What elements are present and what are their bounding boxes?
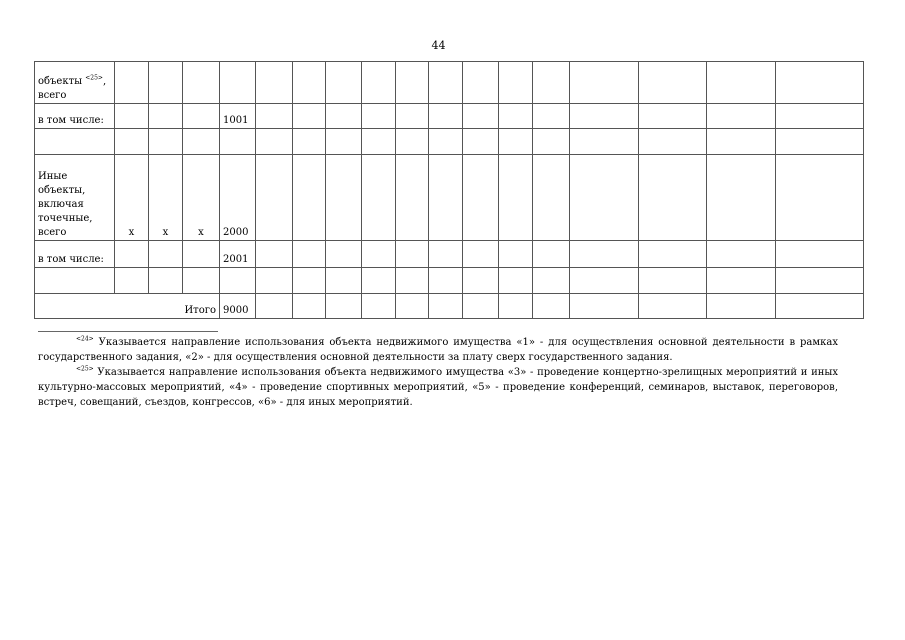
empty-cell bbox=[293, 155, 326, 241]
empty-cell bbox=[570, 104, 639, 129]
empty-cell bbox=[429, 104, 463, 129]
empty-cell bbox=[639, 62, 707, 104]
empty-cell bbox=[396, 104, 429, 129]
empty-cell bbox=[707, 155, 776, 241]
empty-cell bbox=[293, 241, 326, 268]
footnote-24: $^{<24>}$ Указывается направление использования объекта недвижимого имущества «1» - для осуществления основной деятельности в рамках государственного задания, «2» - для осуществления основной деятельности за плату сверх государственного задания. bbox=[38, 335, 838, 363]
row-code: 1001 bbox=[220, 104, 256, 129]
footnote-25: $^{<25>}$ Указывается направление использования объекта недвижимого имущества «3» - проведение концертно-зрелищных мероприятий и иных культурно-массовых мероприятий, «4» - проведение спортивных мероприятий, «5» - проведение конференций, семинаров, выставок, переговоров, встреч, совещаний, съездов, конгрессов, «6» - для иных мероприятий. bbox=[38, 365, 838, 408]
empty-cell bbox=[293, 129, 326, 155]
x-cell bbox=[183, 268, 220, 294]
row-code: 2001 bbox=[220, 241, 256, 268]
empty-cell bbox=[639, 129, 707, 155]
empty-cell bbox=[429, 241, 463, 268]
table-row bbox=[35, 155, 864, 241]
empty-cell bbox=[499, 62, 533, 104]
empty-cell bbox=[533, 129, 570, 155]
empty-cell bbox=[293, 294, 326, 319]
empty-cell bbox=[570, 268, 639, 294]
empty-cell bbox=[776, 155, 864, 241]
empty-cell bbox=[707, 241, 776, 268]
row-code bbox=[220, 62, 256, 104]
empty-cell bbox=[707, 104, 776, 129]
empty-cell bbox=[326, 155, 362, 241]
empty-cell bbox=[429, 294, 463, 319]
empty-cell bbox=[533, 104, 570, 129]
empty-cell bbox=[362, 129, 396, 155]
row-label: Иные объекты, включая точечные, всего bbox=[35, 155, 115, 241]
empty-cell bbox=[570, 62, 639, 104]
empty-cell bbox=[570, 129, 639, 155]
empty-cell bbox=[326, 104, 362, 129]
empty-cell bbox=[499, 104, 533, 129]
empty-cell bbox=[362, 294, 396, 319]
row-label bbox=[35, 268, 115, 294]
x-cell bbox=[115, 241, 149, 268]
empty-cell bbox=[707, 62, 776, 104]
empty-cell bbox=[256, 62, 293, 104]
x-cell bbox=[115, 104, 149, 129]
empty-cell bbox=[326, 129, 362, 155]
empty-cell bbox=[639, 268, 707, 294]
total-label: Итого bbox=[35, 294, 220, 319]
row-code bbox=[220, 129, 256, 155]
empty-cell bbox=[256, 155, 293, 241]
empty-cell bbox=[639, 104, 707, 129]
table-row bbox=[35, 241, 864, 268]
row-label: объекты $^{<25>}$, всего bbox=[35, 62, 115, 104]
empty-cell bbox=[533, 294, 570, 319]
empty-cell bbox=[256, 129, 293, 155]
table-row bbox=[35, 268, 864, 294]
empty-cell bbox=[362, 268, 396, 294]
empty-cell bbox=[429, 268, 463, 294]
x-cell: х bbox=[183, 155, 220, 241]
x-cell bbox=[115, 268, 149, 294]
x-cell bbox=[149, 62, 183, 104]
row-label bbox=[35, 129, 115, 155]
empty-cell bbox=[499, 129, 533, 155]
total-row bbox=[35, 294, 864, 319]
empty-cell bbox=[639, 294, 707, 319]
x-cell bbox=[183, 129, 220, 155]
empty-cell bbox=[570, 155, 639, 241]
empty-cell bbox=[429, 155, 463, 241]
x-cell bbox=[149, 129, 183, 155]
x-cell: х bbox=[115, 155, 149, 241]
empty-cell bbox=[533, 268, 570, 294]
empty-cell bbox=[362, 241, 396, 268]
empty-cell bbox=[533, 62, 570, 104]
table-row bbox=[35, 129, 864, 155]
x-cell bbox=[149, 268, 183, 294]
empty-cell bbox=[256, 268, 293, 294]
row-code bbox=[220, 268, 256, 294]
empty-cell bbox=[396, 268, 429, 294]
empty-cell bbox=[429, 62, 463, 104]
empty-cell bbox=[396, 155, 429, 241]
x-cell bbox=[183, 62, 220, 104]
empty-cell bbox=[776, 62, 864, 104]
empty-cell bbox=[362, 155, 396, 241]
empty-cell bbox=[533, 155, 570, 241]
empty-cell bbox=[776, 268, 864, 294]
table-row bbox=[35, 104, 864, 129]
x-cell bbox=[115, 62, 149, 104]
empty-cell bbox=[326, 241, 362, 268]
row-code: 2000 bbox=[220, 155, 256, 241]
empty-cell bbox=[396, 62, 429, 104]
empty-cell bbox=[776, 129, 864, 155]
empty-cell bbox=[463, 294, 499, 319]
x-cell bbox=[149, 104, 183, 129]
empty-cell bbox=[463, 155, 499, 241]
empty-cell bbox=[639, 155, 707, 241]
empty-cell bbox=[396, 129, 429, 155]
empty-cell bbox=[256, 104, 293, 129]
table-row bbox=[35, 62, 864, 104]
empty-cell bbox=[570, 241, 639, 268]
empty-cell bbox=[362, 104, 396, 129]
empty-cell bbox=[707, 294, 776, 319]
row-label: в том числе: bbox=[35, 104, 115, 129]
empty-cell bbox=[463, 241, 499, 268]
empty-cell bbox=[256, 241, 293, 268]
total-code: 9000 bbox=[220, 294, 256, 319]
empty-cell bbox=[776, 241, 864, 268]
empty-cell bbox=[499, 268, 533, 294]
x-cell bbox=[183, 104, 220, 129]
empty-cell bbox=[256, 294, 293, 319]
empty-cell bbox=[429, 129, 463, 155]
empty-cell bbox=[293, 62, 326, 104]
empty-cell bbox=[499, 241, 533, 268]
x-cell: х bbox=[149, 155, 183, 241]
footnotes bbox=[38, 335, 838, 410]
footnote-rule bbox=[38, 331, 218, 332]
x-cell bbox=[149, 241, 183, 268]
property-table bbox=[34, 61, 864, 319]
empty-cell bbox=[326, 294, 362, 319]
empty-cell bbox=[326, 268, 362, 294]
x-cell bbox=[115, 129, 149, 155]
empty-cell bbox=[362, 62, 396, 104]
empty-cell bbox=[776, 294, 864, 319]
empty-cell bbox=[639, 241, 707, 268]
empty-cell bbox=[707, 129, 776, 155]
row-label: в том числе: bbox=[35, 241, 115, 268]
empty-cell bbox=[463, 268, 499, 294]
empty-cell bbox=[499, 155, 533, 241]
empty-cell bbox=[396, 294, 429, 319]
empty-cell bbox=[533, 241, 570, 268]
empty-cell bbox=[293, 104, 326, 129]
empty-cell bbox=[396, 241, 429, 268]
empty-cell bbox=[326, 62, 362, 104]
empty-cell bbox=[707, 268, 776, 294]
empty-cell bbox=[499, 294, 533, 319]
empty-cell bbox=[776, 104, 864, 129]
empty-cell bbox=[293, 268, 326, 294]
page-number: 44 bbox=[431, 39, 446, 52]
empty-cell bbox=[463, 104, 499, 129]
empty-cell bbox=[570, 294, 639, 319]
x-cell bbox=[183, 241, 220, 268]
empty-cell bbox=[463, 62, 499, 104]
empty-cell bbox=[463, 129, 499, 155]
